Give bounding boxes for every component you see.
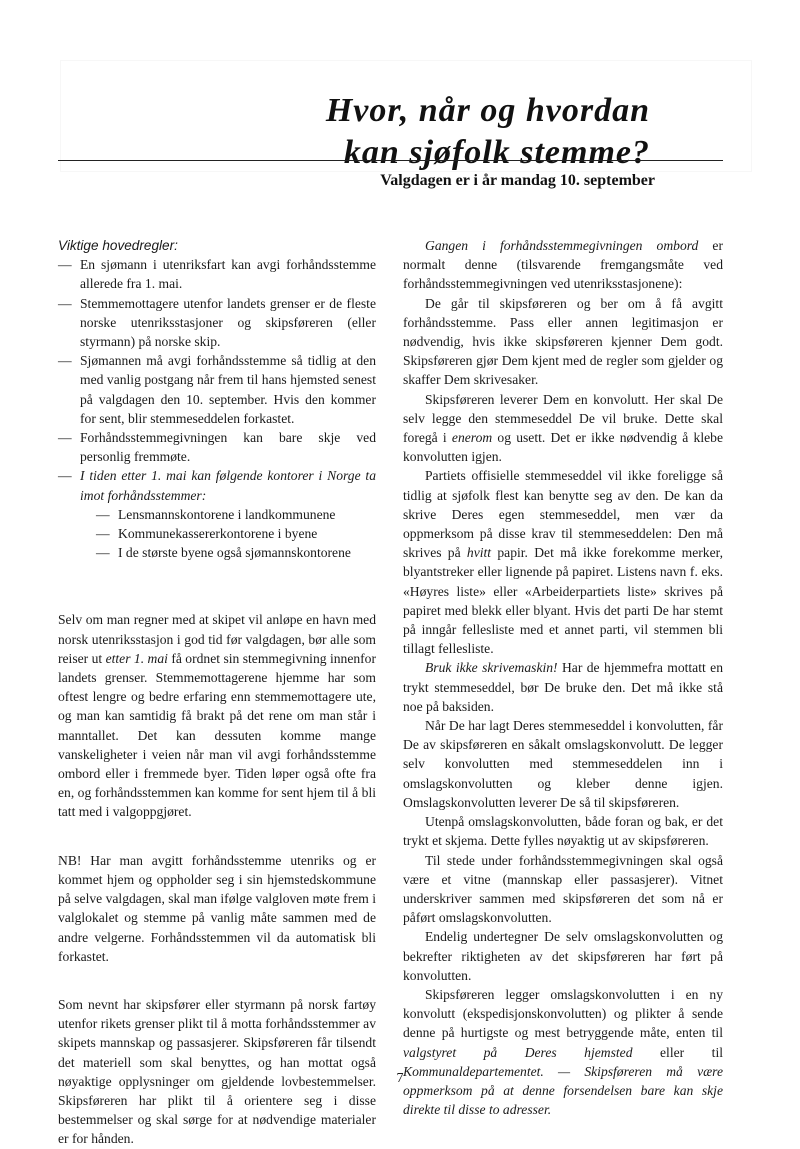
list-item: — En sjømann i utenriksfart kan avgi forhåndsstemme allerede fra 1. mai. [58,257,376,292]
paragraph: De går til skipsføreren og ber om å få avgitt forhåndsstemme. Pass eller annen legitimasjon er nødvendig, hvis ikke skipsføreren kjenner Dem godt. Skipsføreren gjør Dem kjent med de regler som gjelder og skaffer Dem skrivesaker. [403,295,723,388]
paragraph: Bruk ikke skrivemaskin! Har de hjemmefra mottatt en trykt stemmeseddel, bør De bruke den. Det må ikke stå noe på baksiden. [403,660,723,714]
title-line-1: Hvor, når og hvordan [325,92,650,129]
list-item: — Lensmannskontorene i landkommunene [96,506,336,522]
rules-heading: Viktige hovedregler: [58,238,178,253]
subtitle: Valgdagen er i år mandag 10. september [380,172,655,189]
list-item: — I tiden etter 1. mai kan følgende kontorer i Norge ta imot forhåndsstemmer: — Lensmannskontorene i landkommunene — Kommunekassererkontorene i byene — I de største byene også sjømannskontorene [58,466,376,562]
title-divider [58,160,723,161]
paragraph: Selv om man regner med at skipet vil anløpe en havn med norsk utenriksstasjon i god tid før valgdagen, bør alle som reiser ut etter 1. mai få ordnet sin stemmegivning innenfor landets grenser. Stemmemottagerene hjemme har som oftest lengre og bedre erfaring enn stemmemottagere ute, og man kan samtidig få brakt på det rene om man står i manntallet. Det kan dessuten komme mange vanskeligheter i veien når man vil avgi forhåndsstemme ombord eller i fremmede byer. Tiden løper også ofte fra en, og forhåndsstemmen kan komme for sent hjem til å bli tatt med i valgoppgjøret. [58,612,377,820]
paragraph: Som nevnt har skipsfører eller styrmann på norsk fartøy utenfor rikets grenser plikt til å motta forhåndsstemmer av skipets mannskap og passasjerer. Skipsføreren får tilsendt det materiell som skal benyttes, og han mottat også nøyaktige opplysninger om gjeldende lovbestemmelser. Skipsføreren har plikt til å orientere seg i disse bestemmelser og skal sørge for at nødvendige materialer er for hånden. [58,996,376,1147]
page-title [200,90,650,174]
list-item: — Forhåndsstemmegivningen kan bare skje ved personlig fremmøte. [58,430,376,465]
offices-intro: I tiden etter 1. mai kan følgende kontorer i Norge ta imot forhåndsstemmer: [80,468,376,503]
right-column [403,236,723,1119]
rules-list [58,255,376,562]
paragraph: NB! Har man avgitt forhåndsstemme utenriks og er kommet hjem og oppholder seg i sin hjemstedskommune på selve valgdagen, skal man ifølge valgloven møte frem i valglokalet og stemme på vanlig måte sammen med de andre velgerne. Forhåndsstemmen vil da automatisk bli forkastet. [58,852,376,964]
left-column [58,236,376,1149]
list-item: — Kommunekassererkontorene i byene [96,526,318,542]
list-item: — I de største byene også sjømannskontorene [96,545,351,561]
paragraph: Til stede under forhåndsstemmegivningen skal også være et vitne (mannskap eller passasjerer). Vitnet underskriver sammen med skipsføreren det som nå er påført omslagskonvolutten. [403,852,723,926]
paragraph: Skipsføreren leverer Dem en konvolutt. Her skal De selv legge den stemmeseddel De vil bruke. Dette skal foregå i enerom og usett. Det er ikke nødvendig å klebe konvolutten igjen. [403,391,723,465]
list-item: — Stemmemottagere utenfor landets grenser er de fleste norske utenriksstasjoner og skipsføreren (eller styrmann) på norske skip. [58,295,376,350]
list-item: — Sjømannen må avgi forhåndsstemme så tidlig at den med vanlig postgang når frem til hans hjemsted senest på valgdagen den 10. september. Hvis den kommer for sent, blir stemmeseddelen forkastet. [58,353,376,426]
paragraph: Skipsføreren legger omslagskonvolutten i en ny konvolutt (ekspedisjonskonvolutten) og plikter å sende denne på hurtigste og mest betryggende måte, enten til valgstyret på Deres hjemsted eller til Kommunaldepartementet. — Skipsføreren må være oppmerksom på at denne forsendelsen bare kan skje direkte til disse to adresser. [403,986,723,1118]
paragraph: Utenpå omslagskonvolutten, både foran og bak, er det trykt et skjema. Dette fylles nøyaktig ut av skipsføreren. [403,814,723,849]
paragraph: Partiets offisielle stemmeseddel vil ikke foreligge så tidlig at sjøfolk flest kan benytte seg av den. De kan da skrive Deres egen stemmeseddel, men vær da oppmerksom på disse krav til stemmeseddelen: Den må skrives på hvitt papir. Det må ikke forekomme merker, blyantstreker eller lignende på papiret. Listens navn f. eks. «Høyres liste» eller «Arbeiderpartiets liste» skrives på papiret med blekk eller blyant. Hvis det parti De har stemt på inngår fellesliste med et annet parti, vil stemmen bli tillagt fellesliste. [403,468,723,657]
paragraph: Når De har lagt Deres stemmeseddel i konvolutten, får De av skipsføreren en såkalt omslagskonvolutt. De legger selv konvolutten med stemmeseddelen inn i omslagskonvolutten og kleber denne igjen. Omslagskonvolutten leverer De så til skipsføreren. [403,718,723,810]
offices-list [80,505,376,563]
paragraph: Endelig undertegner De selv omslagskonvolutten og bekrefter riktigheten av det skipsføreren har ført på konvolutten. [403,929,723,983]
title-line-2: kan sjøfolk stemme? [343,134,650,171]
paragraph: Gangen i forhåndsstemmegivningen ombord er normalt denne (tilsvarende fremgangsmåte ved forhåndsstemmegivningen ved utenriksstasjonene): [403,238,723,292]
page-number: 7 [396,1071,404,1086]
